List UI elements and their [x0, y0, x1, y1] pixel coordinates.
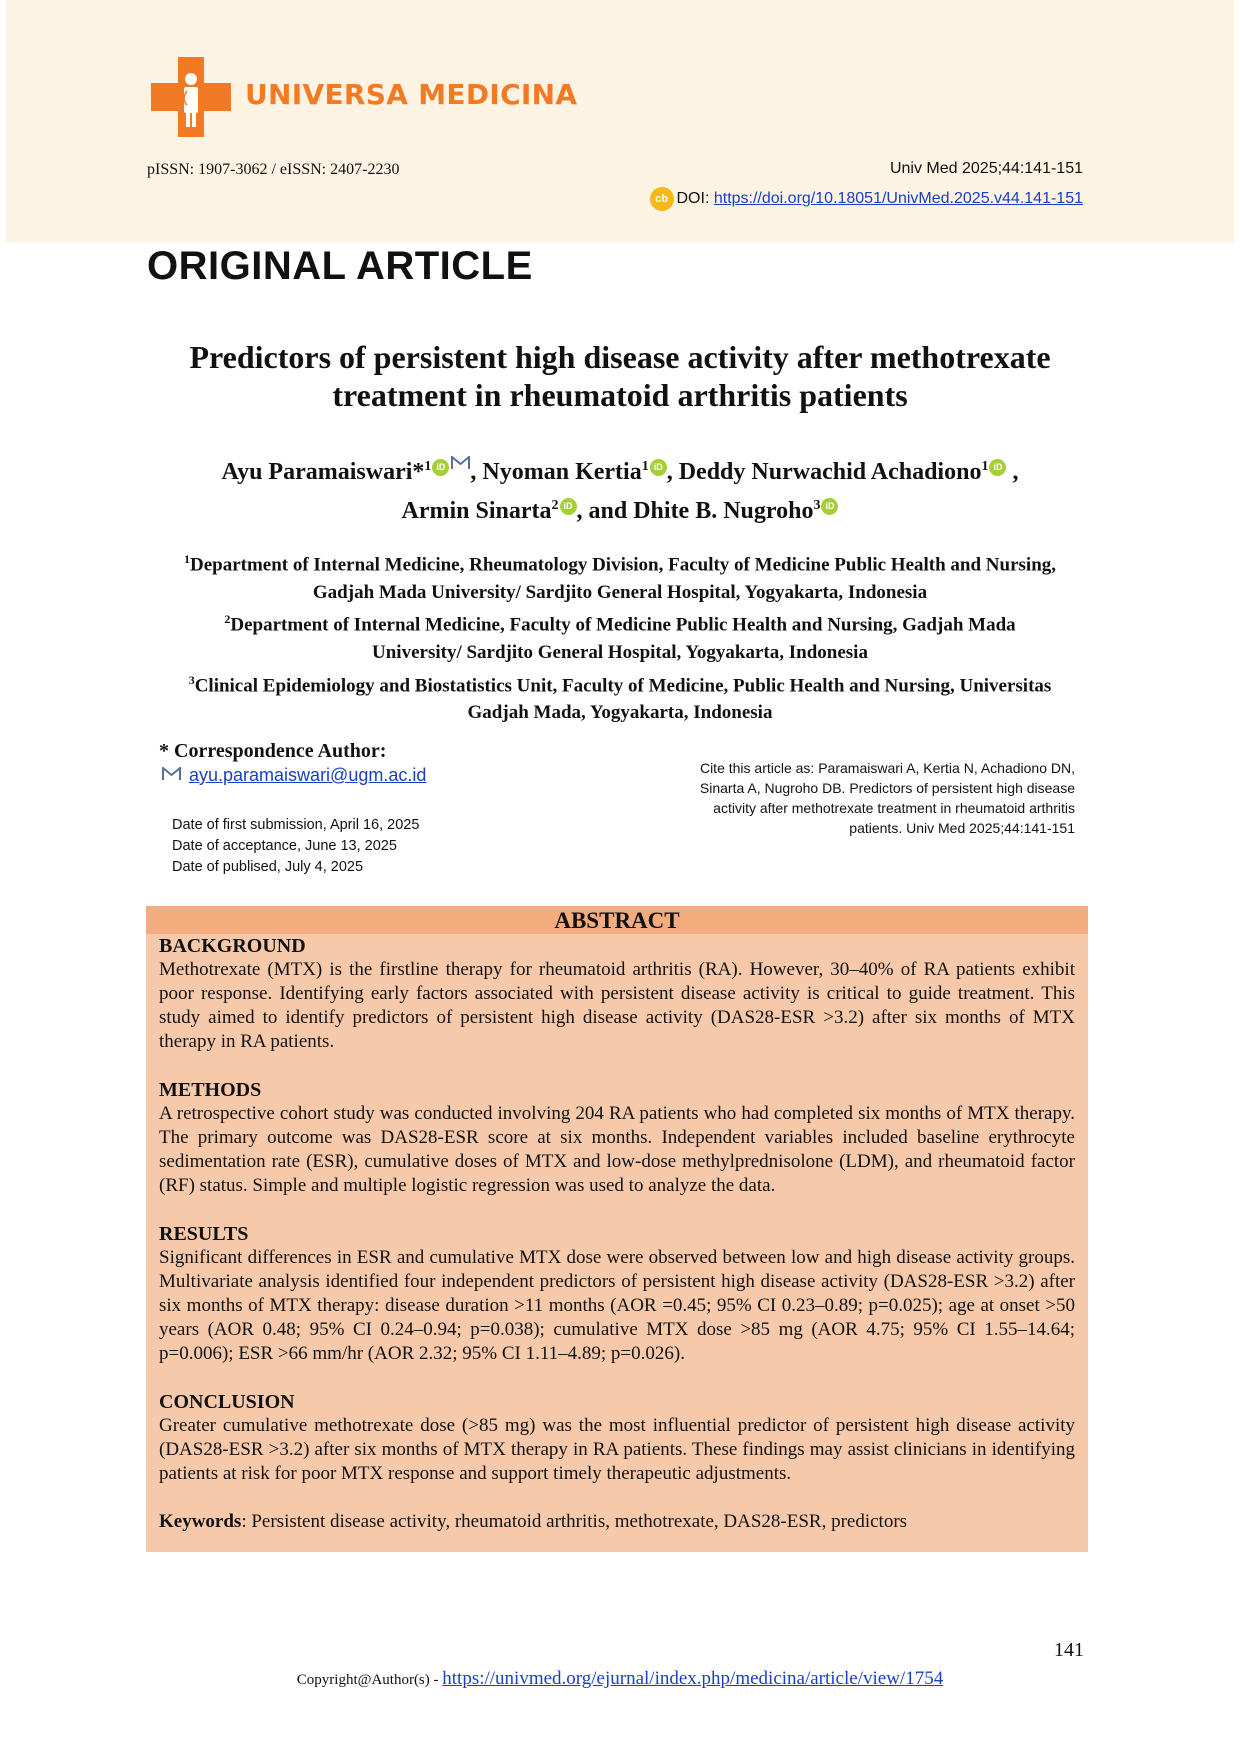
author-affiliation-sup: 1: [641, 459, 649, 474]
abstract-box: [146, 906, 1088, 1552]
author-separator: ,: [1006, 459, 1019, 485]
affiliation-line: [140, 606, 1100, 639]
orcid-icon[interactable]: iD: [560, 498, 577, 515]
author-affiliation-sup: 1: [424, 459, 432, 474]
author-name: Armin Sinarta: [401, 498, 552, 524]
journal-citation-line: Univ Med 2025;44:141-151: [889, 160, 1083, 177]
author-name: Nyoman Kertia: [482, 459, 642, 485]
conclusion-text: Greater cumulative methotrexate dose (>85 mg) was the most influential predictor of persistent high disease activity (DAS28-ESR >3.2) after six months of MTX therapy in RA patients. These findings may assist clinicians in identifying patients at risk for poor MTX response and support timely therapeutic adjustments.: [159, 1415, 1075, 1484]
affiliation-sup: 1: [183, 552, 190, 566]
affiliation-text: Clinical Epidemiology and Biostatistics Unit, Faculty of Medicine, Public Health and Nursing, Universitas: [194, 674, 1052, 696]
universa-medicina-logo: [151, 57, 231, 137]
title-line: Predictors of persistent high disease activity after methotrexate: [189, 339, 1051, 375]
author-affiliation-sup: 3: [813, 498, 821, 513]
author-name: Deddy Nurwachid Achadiono: [678, 459, 982, 485]
orcid-icon[interactable]: iD: [650, 459, 667, 476]
date-acceptance: Date of acceptance, June 13, 2025: [172, 838, 397, 854]
results-text: Significant differences in ESR and cumulative MTX dose were observed between low and high disease activity groups. Multivariate analysis identified four independent predictors of persistent high disease activity (DAS28-ESR >3.2) after six months of MTX therapy: disease duration >11 months (AOR =0.45; 95% CI 0.23–0.89; p=0.025); age at onset >50 years (AOR 0.48; 95% CI 0.24–0.94; p=0.038); cumulative MTX dose >85 mg (AOR 4.75; 95% CI 1.55–14.64; p=0.006); ESR >66 mm/hr (AOR 2.32; 95% CI 1.11–4.89; p=0.026).: [159, 1247, 1075, 1364]
affiliation-line: [140, 546, 1100, 579]
date-submission: Date of first submission, April 16, 2025: [172, 817, 420, 833]
background-text: Methotrexate (MTX) is the firstline therapy for rheumatoid arthritis (RA). However, 30–40% of RA patients exhibit poor response. Identifying early factors associated with persistent disease activity is critical to guide treatment. This study aimed to identify predictors of persistent high disease activity (DAS28-ESR >3.2) after six months of MTX therapy in RA patients.: [159, 959, 1075, 1052]
mail-icon: [162, 767, 181, 781]
cite-line: patients. Univ Med 2025;44:141-151: [849, 820, 1075, 836]
crossref-icon: cb: [650, 187, 674, 211]
methods-heading: METHODS: [159, 1079, 262, 1101]
doi-link[interactable]: https://doi.org/10.18051/UnivMed.2025.v44.141-151: [713, 190, 1083, 208]
article-title: [140, 338, 1100, 414]
author-name: Dhite B. Nugroho: [633, 498, 814, 524]
author-separator: ,: [666, 459, 679, 485]
affiliation-line: [140, 667, 1100, 700]
abstract-heading: ABSTRACT: [146, 906, 1088, 934]
issn: pISSN: 1907-3062 / eISSN: 2407-2230: [147, 161, 400, 178]
author-affiliation-sup: 1: [981, 459, 989, 474]
article-dates: [172, 815, 419, 878]
keywords: [159, 1510, 1075, 1534]
affiliations: [140, 546, 1100, 727]
journal-name: UNIVERSA MEDICINA: [245, 78, 578, 111]
affiliation-line: Gadjah Mada University/ Sardjito General Hospital, Yogyakarta, Indonesia: [312, 581, 928, 603]
correspondence-label: * Correspondence Author:: [159, 740, 387, 762]
article-link[interactable]: https://univmed.org/ejurnal/index.php/medicina/article/view/1754: [442, 1668, 944, 1689]
article-type: ORIGINAL ARTICLE: [147, 244, 533, 288]
doi-label: DOI:: [676, 190, 714, 208]
orcid-icon[interactable]: iD: [432, 459, 449, 476]
author-separator: , and: [576, 498, 634, 524]
affiliation-text: Department of Internal Medicine, Faculty of Medicine Public Health and Nursing, Gadjah Mada: [230, 614, 1016, 636]
author-list: [140, 450, 1100, 528]
orcid-icon[interactable]: iD: [989, 459, 1006, 476]
author-line: [140, 450, 1100, 489]
background-heading: BACKGROUND: [159, 935, 306, 957]
footer: [0, 1668, 1240, 1690]
orcid-icon[interactable]: iD: [821, 498, 838, 515]
page-number: 141: [1054, 1639, 1084, 1661]
author-affiliation-sup: 2: [551, 498, 559, 513]
cite-as: [640, 758, 1075, 838]
methods-text: A retrospective cohort study was conducted involving 204 RA patients who had completed six months of MTX therapy. The primary outcome was DAS28-ESR score at six months. Independent variables included baseline erythrocyte sedimentation rate (ESR), cumulative doses of MTX and low-dose methylprednisolone (LDM), and rheumatoid factor (RF) status. Simple and multiple logistic regression was used to analyze the data.: [159, 1103, 1075, 1196]
cite-line: Sinarta A, Nugroho DB. Predictors of persistent high disease: [699, 780, 1075, 796]
correspondence-email-link[interactable]: ayu.paramaiswari@ugm.ac.id: [189, 765, 427, 785]
results-heading: RESULTS: [159, 1223, 249, 1245]
author-line: [140, 489, 1100, 528]
affiliation-line: University/ Sardjito General Hospital, Yogyakarta, Indonesia: [372, 642, 868, 664]
doi-line: [650, 187, 1084, 211]
cite-line: activity after methotrexate treatment in rheumatoid arthritis: [713, 800, 1075, 816]
keywords-label: Keywords: [159, 1511, 242, 1532]
title-line: treatment in rheumatoid arthritis patients: [332, 377, 908, 413]
affiliation-text: Department of Internal Medicine, Rheumatology Division, Faculty of Medicine Public Health and Nursing,: [189, 554, 1057, 576]
correspondence-email-line: [160, 765, 426, 786]
copyright-text: Copyright@Author(s) -: [296, 1672, 443, 1688]
author-separator: ,: [470, 459, 483, 485]
cite-line: Cite this article as: Paramaiswari A, Kertia N, Achadiono DN,: [699, 760, 1075, 776]
author-name: Ayu Paramaiswari*: [221, 459, 425, 485]
keywords-text: : Persistent disease activity, rheumatoid arthritis, methotrexate, DAS28-ESR, predictors: [241, 1511, 908, 1532]
abstract-body: [159, 934, 1075, 1534]
date-published: Date of publised, July 4, 2025: [172, 859, 364, 875]
conclusion-heading: CONCLUSION: [159, 1391, 295, 1413]
affiliation-line: Gadjah Mada, Yogyakarta, Indonesia: [467, 702, 773, 724]
affiliation-sup: 3: [188, 672, 195, 687]
affiliation-sup: 2: [224, 612, 231, 627]
mail-icon[interactable]: [451, 456, 470, 470]
